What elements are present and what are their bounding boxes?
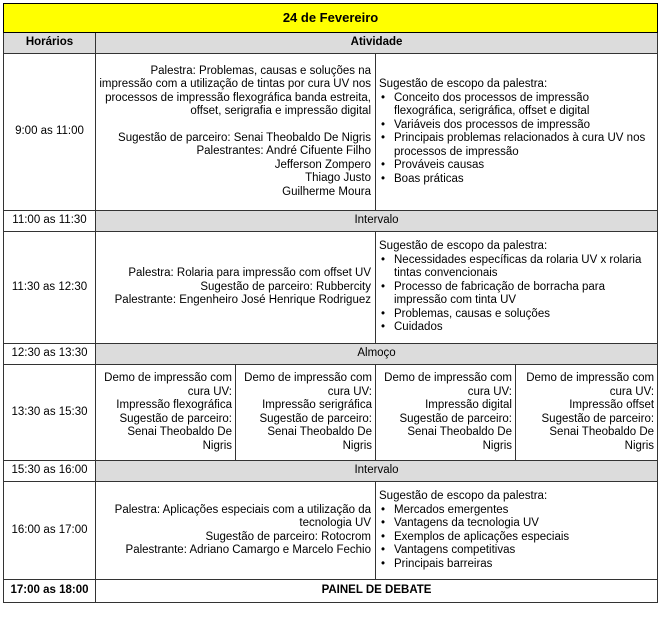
demo-process: Impressão flexográfica <box>116 399 232 411</box>
session-scope <box>376 54 658 211</box>
demo-partner-label: Sugestão de parceiro: <box>399 412 512 425</box>
break-time: 12:30 as 13:30 <box>4 344 96 365</box>
demo-time: 13:30 as 15:30 <box>4 365 96 461</box>
header-activity: Atividade <box>96 33 658 54</box>
scope-item: • Vantagens da tecnologia UV <box>379 517 654 531</box>
session-scope <box>376 482 658 580</box>
scope-list <box>379 504 654 572</box>
schedule-table <box>3 3 658 603</box>
closing-row <box>4 580 658 603</box>
break-row <box>4 344 658 365</box>
session-description <box>96 232 376 344</box>
scope-item: • Conceito dos processos de impressão flexográfica, serigráfica, offset e digital <box>379 92 654 119</box>
demo-row <box>4 365 658 461</box>
break-label: Intervalo <box>96 211 658 232</box>
demo-cell-serigrafia <box>236 365 376 461</box>
schedule-title: 24 de Fevereiro <box>4 4 658 33</box>
scope-list <box>379 92 654 187</box>
break-time: 11:00 as 11:30 <box>4 211 96 232</box>
demo-cell-flexo <box>96 365 236 461</box>
partner-line: Sugestão de parceiro: Rubbercity <box>200 280 371 293</box>
partner-line: Sugestão de parceiro: Rotocrom <box>205 530 371 543</box>
demo-process: Impressão digital <box>425 399 512 411</box>
header-row <box>4 33 658 54</box>
session-time: 16:00 as 17:00 <box>4 482 96 580</box>
spacer <box>99 119 371 132</box>
scope-item: • Exemplos de aplicações especiais <box>379 531 654 545</box>
demo-title: Demo de impressão com cura UV: <box>244 372 372 398</box>
demo-partner: Senai Theobaldo De Nigris <box>407 426 512 452</box>
session-title: Palestra: Rolaria para impressão com offset UV <box>128 267 371 280</box>
session-row <box>4 232 658 344</box>
session-title: Palestra: Aplicações especiais com a utilização da tecnologia UV <box>114 503 371 529</box>
session-description <box>96 54 376 211</box>
scope-item: • Prováveis causas <box>379 159 654 173</box>
scope-list <box>379 254 654 335</box>
demo-partner: Senai Theobaldo De Nigris <box>267 426 372 452</box>
demo-title: Demo de impressão com cura UV: <box>384 372 512 398</box>
scope-heading: Sugestão de escopo da palestra: <box>379 490 548 502</box>
title-row <box>4 4 658 33</box>
session-row <box>4 482 658 580</box>
break-row <box>4 461 658 482</box>
session-row <box>4 54 658 211</box>
scope-item: • Boas práticas <box>379 173 654 187</box>
speaker-line: Palestrantes: André Cifuente Filho <box>196 145 371 158</box>
demo-cell-digital <box>376 365 516 461</box>
session-description <box>96 482 376 580</box>
header-times: Horários <box>4 33 96 54</box>
demo-partner-label: Sugestão de parceiro: <box>541 412 655 425</box>
break-row <box>4 211 658 232</box>
speaker-line: Jefferson Zompero <box>274 158 371 171</box>
speaker-line: Guilherme Moura <box>282 185 371 198</box>
demo-process: Impressão offset <box>569 399 655 411</box>
scope-heading: Sugestão de escopo da palestra: <box>379 78 548 90</box>
break-label: Almoço <box>96 344 658 365</box>
demo-partner-label: Sugestão de parceiro: <box>119 412 232 425</box>
demo-partner-label: Sugestão de parceiro: <box>259 412 372 425</box>
scope-item: • Processo de fabricação de borracha para impressão com tinta UV <box>379 281 654 308</box>
scope-item: • Mercados emergentes <box>379 504 654 518</box>
session-scope <box>376 232 658 344</box>
demo-title: Demo de impressão com cura UV: <box>526 372 655 398</box>
scope-item: • Problemas, causas e soluções <box>379 308 654 322</box>
demo-cell-offset <box>516 365 658 461</box>
break-label: Intervalo <box>96 461 658 482</box>
demo-partner: Senai Theobaldo De Nigris <box>127 426 232 452</box>
session-title: Palestra: Problemas, causas e soluções na impressão com a utilização de tintas por cura UV nos processos de impressão flexográfica banda estreita, offset, serigrafia e impressão digital <box>99 64 371 118</box>
session-time: 9:00 as 11:00 <box>4 54 96 211</box>
closing-time: 17:00 as 18:00 <box>4 580 96 603</box>
demo-process: Impressão serigráfica <box>262 399 372 411</box>
scope-item: • Cuidados <box>379 321 654 335</box>
speaker-line: Palestrante: Engenheiro José Henrique Rodriguez <box>114 294 371 307</box>
speaker-line: Thiago Justo <box>305 172 371 185</box>
scope-item: • Vantagens competitivas <box>379 544 654 558</box>
demo-title: Demo de impressão com cura UV: <box>104 372 232 398</box>
break-time: 15:30 as 16:00 <box>4 461 96 482</box>
scope-item: • Principais problemas relacionados à cura UV nos processos de impressão <box>379 132 654 159</box>
scope-heading: Sugestão de escopo da palestra: <box>379 240 548 253</box>
session-time: 11:30 as 12:30 <box>4 232 96 344</box>
scope-item: • Variáveis dos processos de impressão <box>379 119 654 133</box>
scope-item: • Necessidades específicas da rolaria UV x rolaria tintas convencionais <box>379 254 654 281</box>
partner-line: Sugestão de parceiro: Senai Theobaldo De Nigris <box>118 131 371 144</box>
closing-label: PAINEL DE DEBATE <box>96 580 658 603</box>
scope-item: • Principais barreiras <box>379 558 654 572</box>
speaker-line: Palestrante: Adriano Camargo e Marcelo Fechio <box>125 544 371 556</box>
demo-partner: Senai Theobaldo De Nigris <box>549 426 655 452</box>
